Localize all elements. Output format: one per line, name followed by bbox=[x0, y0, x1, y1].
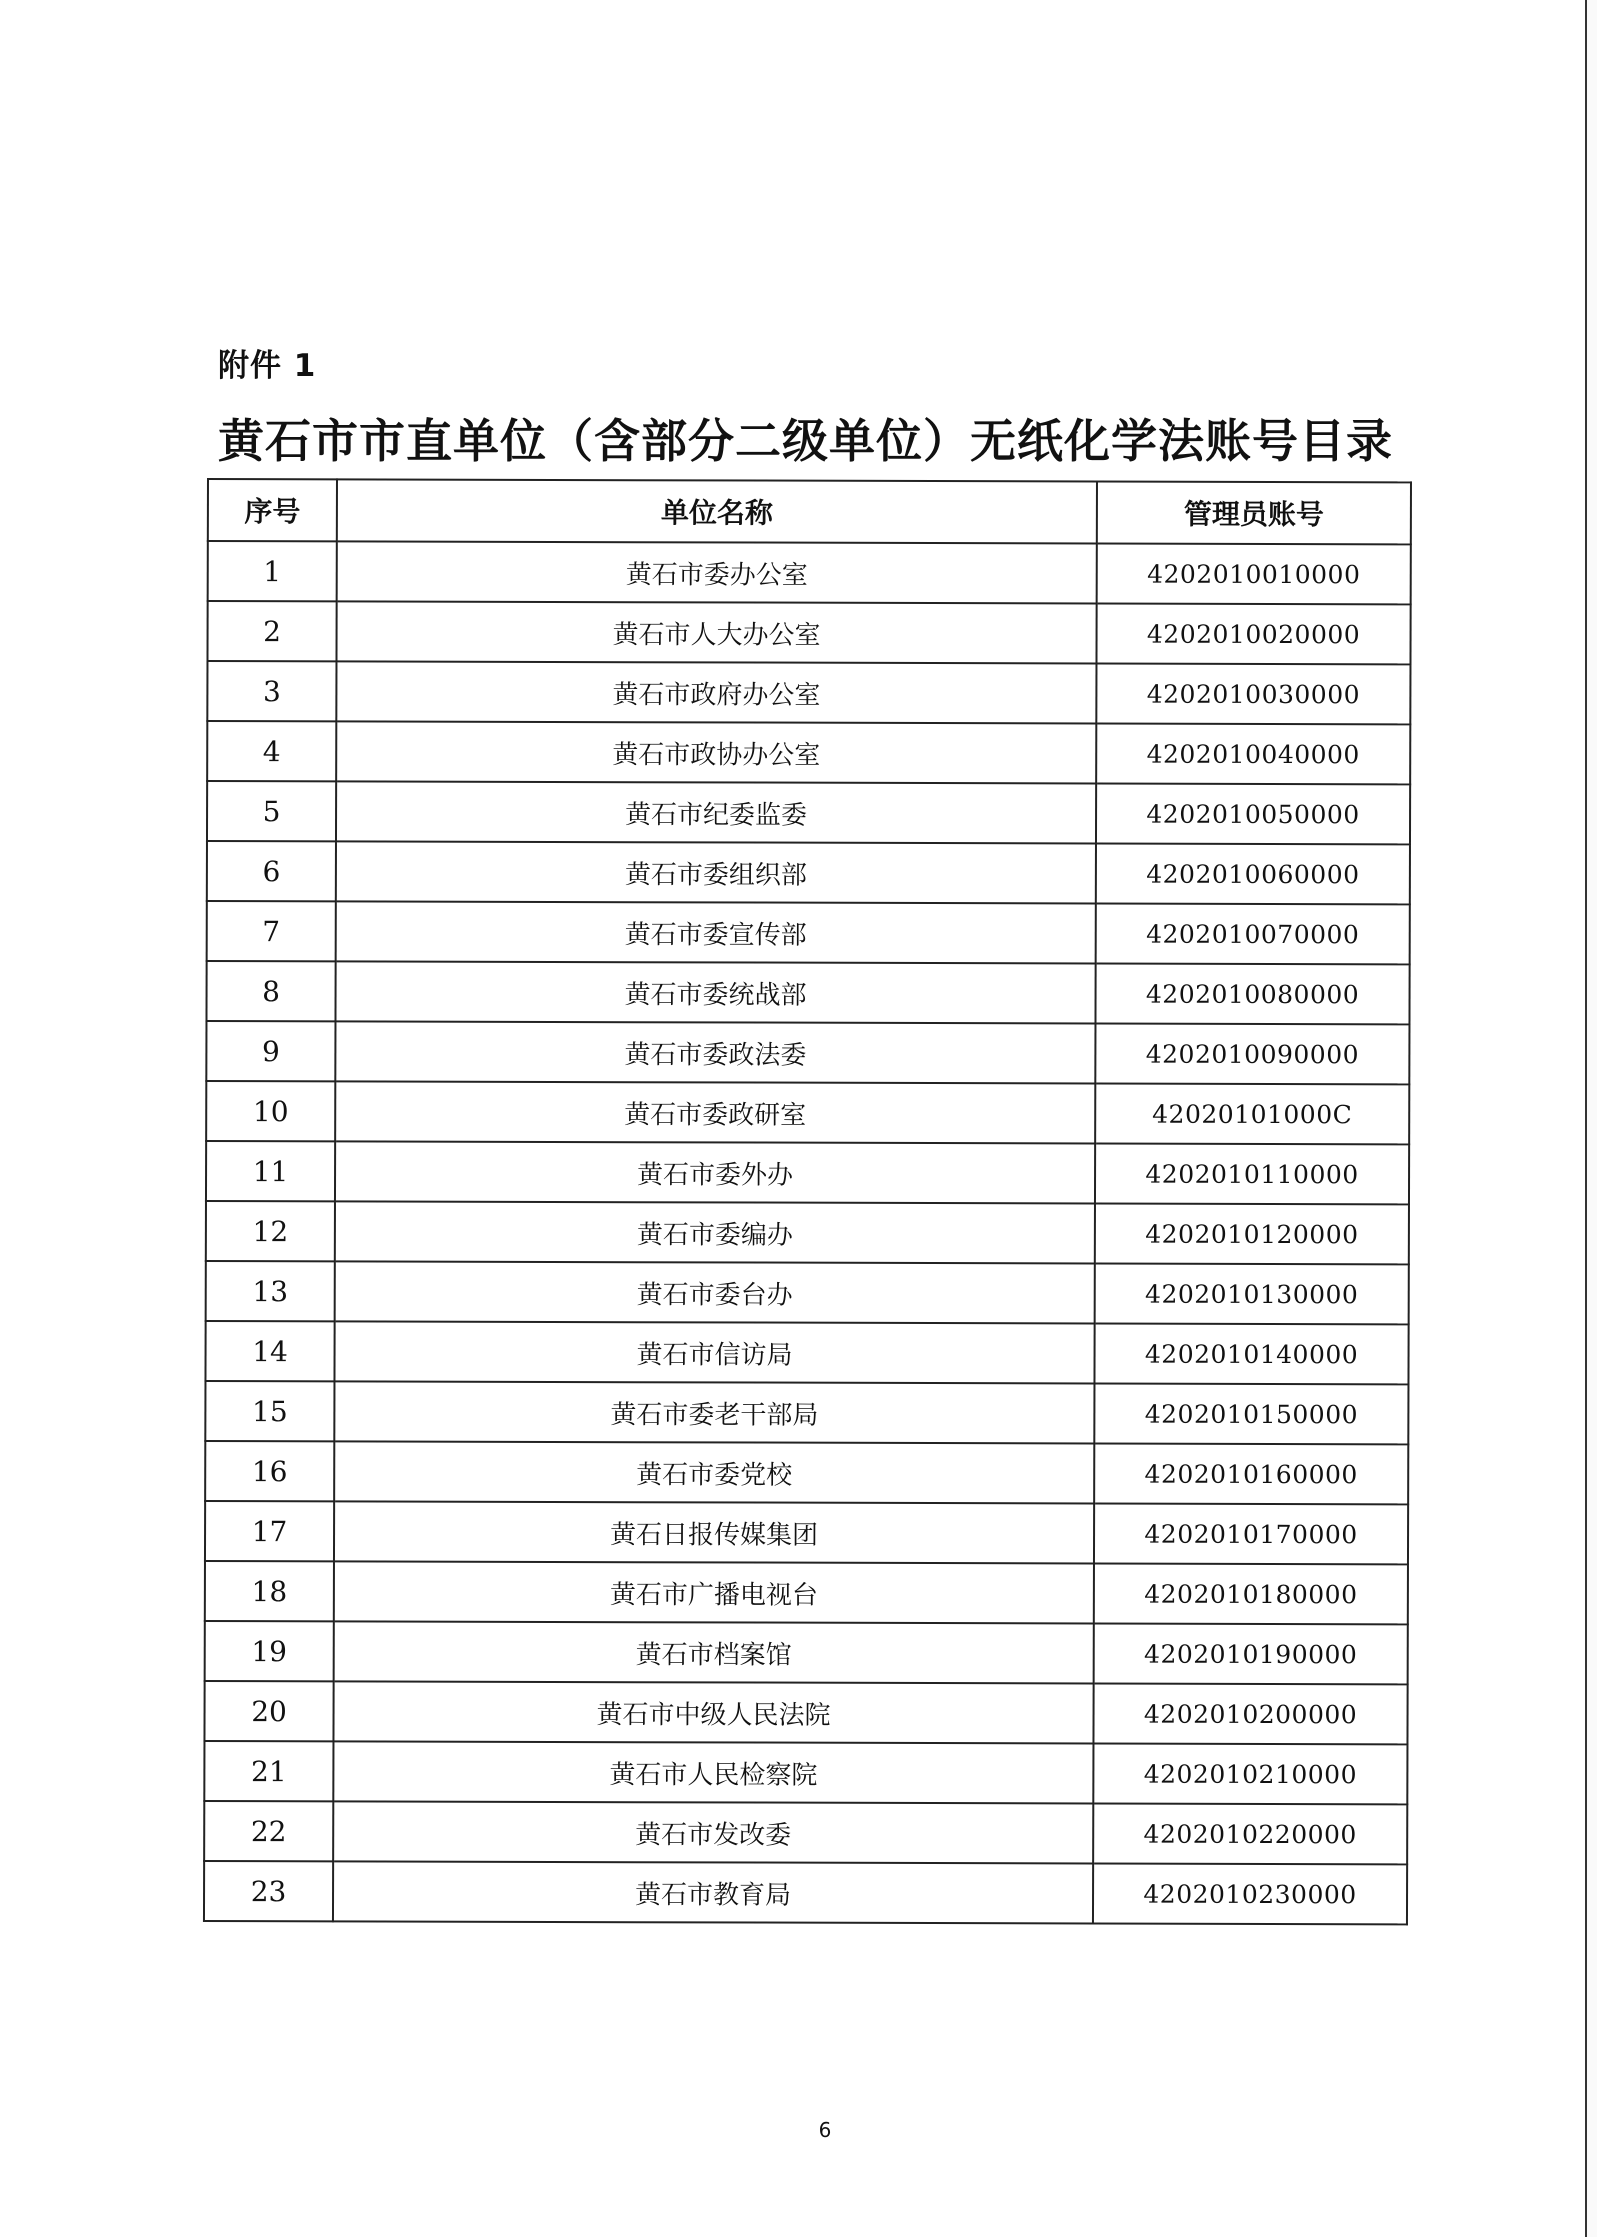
page-number: 6 bbox=[818, 2118, 832, 2142]
table-row bbox=[207, 901, 1410, 964]
row-admin-account-cell: 4202010160000 bbox=[1094, 1443, 1408, 1504]
row-unit-name-cell: 黄石市中级人民法院 bbox=[333, 1681, 1093, 1743]
row-unit-name-cell: 黄石市委编办 bbox=[335, 1201, 1095, 1263]
row-seq-cell: 10 bbox=[206, 1081, 335, 1141]
table-row bbox=[204, 1801, 1407, 1864]
row-unit-name-cell: 黄石市委统战部 bbox=[335, 961, 1095, 1023]
row-unit-name-cell: 黄石市广播电视台 bbox=[334, 1561, 1094, 1623]
row-admin-account-cell: 4202010120000 bbox=[1095, 1203, 1409, 1264]
row-seq-cell: 14 bbox=[205, 1321, 334, 1381]
table-row bbox=[208, 541, 1411, 604]
table-row bbox=[206, 961, 1409, 1024]
row-seq-cell: 23 bbox=[204, 1861, 333, 1921]
row-seq-cell: 4 bbox=[207, 721, 336, 781]
table-row bbox=[207, 721, 1410, 784]
table-row bbox=[205, 1381, 1408, 1444]
row-unit-name-cell: 黄石市信访局 bbox=[334, 1321, 1094, 1383]
header-unit-name: 单位名称 bbox=[337, 479, 1097, 543]
row-admin-account-cell: 4202010020000 bbox=[1096, 603, 1410, 664]
row-seq-cell: 18 bbox=[205, 1561, 334, 1621]
table-row bbox=[204, 1861, 1407, 1924]
header-seq: 序号 bbox=[208, 479, 337, 541]
table-row bbox=[207, 661, 1410, 724]
table-row bbox=[204, 1741, 1407, 1804]
row-admin-account-cell: 4202010030000 bbox=[1096, 663, 1410, 724]
row-unit-name-cell: 黄石市委党校 bbox=[334, 1441, 1094, 1503]
row-admin-account-cell: 4202010080000 bbox=[1095, 963, 1409, 1024]
row-unit-name-cell: 黄石市委宣传部 bbox=[336, 901, 1096, 963]
table-row bbox=[206, 1081, 1409, 1144]
row-seq-cell: 11 bbox=[206, 1141, 335, 1201]
table-row bbox=[206, 1021, 1409, 1084]
row-seq-cell: 16 bbox=[205, 1441, 334, 1501]
table-row bbox=[205, 1561, 1408, 1624]
row-admin-account-cell: 4202010010000 bbox=[1097, 543, 1411, 604]
row-unit-name-cell: 黄石市人民检察院 bbox=[333, 1741, 1093, 1803]
row-seq-cell: 9 bbox=[206, 1021, 335, 1081]
row-admin-account-cell: 4202010180000 bbox=[1094, 1563, 1408, 1624]
row-seq-cell: 20 bbox=[204, 1681, 333, 1741]
header-admin-account: 管理员账号 bbox=[1097, 481, 1411, 544]
row-unit-name-cell: 黄石市发改委 bbox=[333, 1801, 1093, 1863]
row-seq-cell: 6 bbox=[207, 841, 336, 901]
row-seq-cell: 7 bbox=[207, 901, 336, 961]
table-body bbox=[204, 541, 1411, 1924]
row-admin-account-cell: 4202010220000 bbox=[1093, 1803, 1407, 1864]
table-header bbox=[208, 479, 1411, 544]
row-unit-name-cell: 黄石市委外办 bbox=[335, 1141, 1095, 1203]
row-unit-name-cell: 黄石日报传媒集团 bbox=[334, 1501, 1094, 1563]
table-row bbox=[206, 1201, 1409, 1264]
row-admin-account-cell: 4202010040000 bbox=[1096, 723, 1410, 784]
header-row bbox=[208, 479, 1411, 544]
row-unit-name-cell: 黄石市委政法委 bbox=[335, 1021, 1095, 1083]
row-unit-name-cell: 黄石市档案馆 bbox=[334, 1621, 1094, 1683]
attachment-label: 附件 1 bbox=[218, 348, 317, 384]
row-seq-cell: 13 bbox=[206, 1261, 335, 1321]
row-unit-name-cell: 黄石市委组织部 bbox=[336, 841, 1096, 903]
account-directory-table-container bbox=[203, 478, 1410, 1925]
row-seq-cell: 22 bbox=[204, 1801, 333, 1861]
row-admin-account-cell: 4202010140000 bbox=[1094, 1323, 1408, 1384]
row-unit-name-cell: 黄石市委办公室 bbox=[337, 541, 1097, 603]
table-row bbox=[207, 781, 1410, 844]
scanned-page-edge bbox=[1585, 0, 1597, 2237]
row-unit-name-cell: 黄石市政协办公室 bbox=[336, 721, 1096, 783]
row-unit-name-cell: 黄石市委老干部局 bbox=[334, 1381, 1094, 1443]
row-admin-account-cell: 4202010070000 bbox=[1096, 903, 1410, 964]
row-unit-name-cell: 黄石市人大办公室 bbox=[336, 601, 1096, 663]
row-admin-account-cell: 4202010110000 bbox=[1095, 1143, 1409, 1204]
row-unit-name-cell: 黄石市教育局 bbox=[333, 1861, 1093, 1923]
row-admin-account-cell: 4202010190000 bbox=[1094, 1623, 1408, 1684]
table-row bbox=[205, 1441, 1408, 1504]
row-seq-cell: 17 bbox=[205, 1501, 334, 1561]
row-admin-account-cell: 4202010170000 bbox=[1094, 1503, 1408, 1564]
account-directory-table bbox=[203, 478, 1412, 1925]
table-row bbox=[204, 1681, 1407, 1744]
row-admin-account-cell: 4202010230000 bbox=[1093, 1863, 1407, 1924]
table-row bbox=[205, 1321, 1408, 1384]
row-seq-cell: 15 bbox=[205, 1381, 334, 1441]
row-seq-cell: 19 bbox=[205, 1621, 334, 1681]
table-row bbox=[205, 1501, 1408, 1564]
row-admin-account-cell: 4202010050000 bbox=[1096, 783, 1410, 844]
table-row bbox=[205, 1621, 1408, 1684]
row-unit-name-cell: 黄石市纪委监委 bbox=[336, 781, 1096, 843]
document-title: 黄石市市直单位（含部分二级单位）无纸化学法账号目录 bbox=[218, 414, 1393, 468]
row-seq-cell: 8 bbox=[206, 961, 335, 1021]
row-admin-account-cell: 4202010130000 bbox=[1095, 1263, 1409, 1324]
row-admin-account-cell: 4202010090000 bbox=[1095, 1023, 1409, 1084]
table-row bbox=[206, 1261, 1409, 1324]
row-admin-account-cell: 4202010150000 bbox=[1094, 1383, 1408, 1444]
row-unit-name-cell: 黄石市委政研室 bbox=[335, 1081, 1095, 1143]
row-seq-cell: 12 bbox=[206, 1201, 335, 1261]
row-unit-name-cell: 黄石市委台办 bbox=[335, 1261, 1095, 1323]
row-admin-account-cell: 42020101000C bbox=[1095, 1083, 1409, 1144]
table-row bbox=[207, 841, 1410, 904]
row-admin-account-cell: 4202010210000 bbox=[1093, 1743, 1407, 1804]
row-seq-cell: 21 bbox=[204, 1741, 333, 1801]
row-admin-account-cell: 4202010060000 bbox=[1096, 843, 1410, 904]
row-seq-cell: 5 bbox=[207, 781, 336, 841]
table-row bbox=[207, 601, 1410, 664]
row-seq-cell: 2 bbox=[207, 601, 336, 661]
table-row bbox=[206, 1141, 1409, 1204]
row-unit-name-cell: 黄石市政府办公室 bbox=[336, 661, 1096, 723]
row-admin-account-cell: 4202010200000 bbox=[1093, 1683, 1407, 1744]
row-seq-cell: 3 bbox=[207, 661, 336, 721]
row-seq-cell: 1 bbox=[208, 541, 337, 601]
